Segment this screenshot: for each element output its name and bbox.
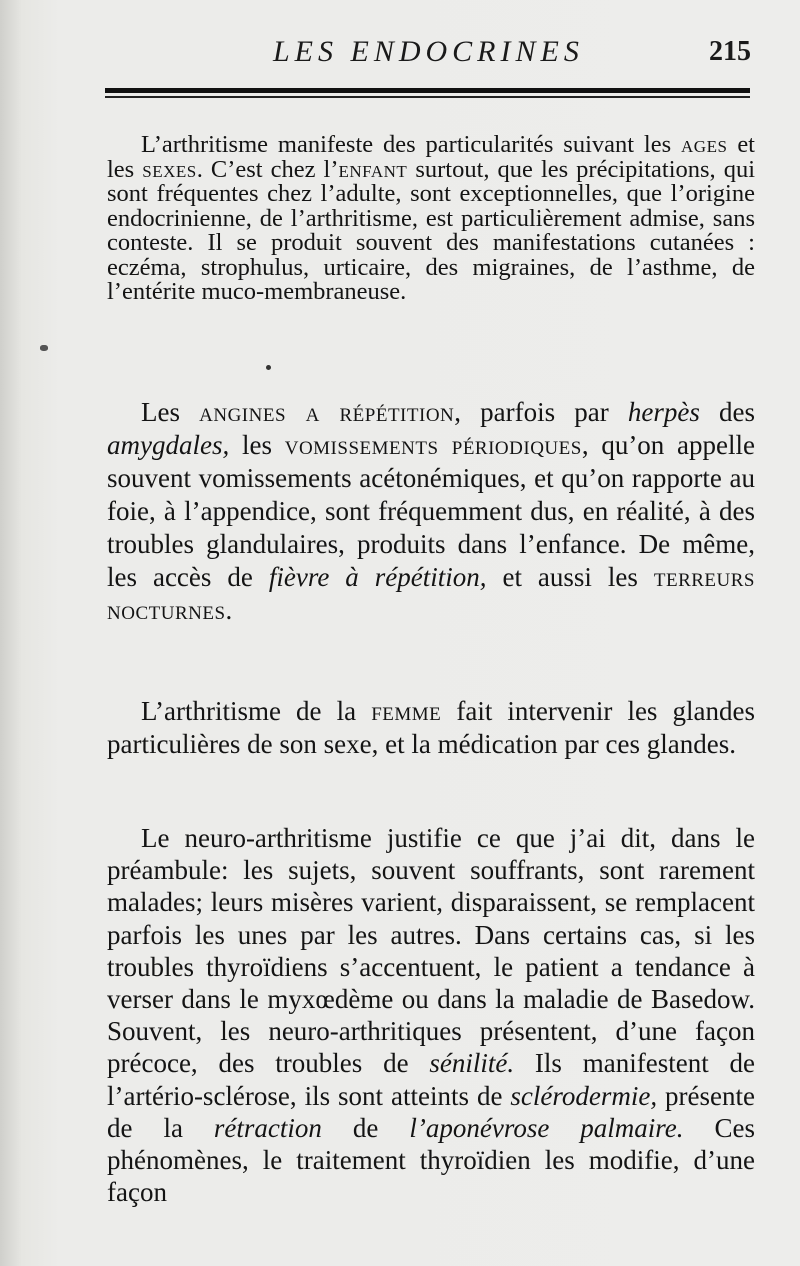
text-run: et aussi les	[486, 562, 654, 592]
text-run: surtout, que les précipitations, qui sont fréquentes chez l’adulte, sont exceptionnelles, que l’origine endocrinienne, de l’arthritisme, est particulièrement admise, sans conteste. Il se produit souvent des manifestations cutanées : eczéma, strophulus, urticaire, des migraines, de l’asthme, de l’entérite muco-membraneuse.	[107, 155, 755, 305]
text-run: .	[225, 595, 233, 625]
text-run: et les	[107, 131, 755, 183]
italic-term: fièvre à répétition,	[268, 562, 487, 592]
text-run: fait intervenir les glandes particulières de son sexe, et la médication par ces glandes.	[107, 696, 755, 759]
text-run: Les	[141, 397, 200, 427]
small-caps-term: vomissements périodiques	[284, 430, 582, 460]
running-head: LES ENDOCRINES	[273, 35, 584, 68]
small-caps-term: terreurs nocturnes	[107, 562, 755, 625]
paragraph-3	[107, 695, 755, 761]
margin-speck	[40, 345, 48, 351]
paragraph-1-text	[107, 133, 755, 305]
page-header	[105, 30, 755, 74]
section-dot	[266, 365, 271, 370]
text-run: présente de la	[107, 1080, 755, 1143]
italic-term: rétraction	[213, 1112, 322, 1143]
italic-term: sénilité.	[429, 1048, 515, 1079]
text-run: les	[229, 430, 285, 460]
italic-term: herpès	[627, 397, 700, 427]
text-run: de	[321, 1112, 410, 1143]
paragraph-2	[107, 396, 755, 627]
small-caps-term: femme	[371, 696, 442, 726]
paragraph-2-text	[107, 396, 755, 627]
paragraph-4	[107, 822, 755, 1208]
text-run: Ils manifestent de l’artério-sclérose, ils sont atteints de	[107, 1048, 755, 1111]
italic-term: sclérodermie,	[510, 1080, 658, 1111]
header-rule-thick	[105, 88, 750, 93]
text-run: Ces phénomènes, le traitement thyroïdien les modifie, d’une façon	[107, 1112, 756, 1208]
page-number: 215	[709, 36, 751, 67]
paragraph-3-text	[107, 695, 755, 761]
paragraph-4-text	[107, 822, 755, 1208]
text-run: Le neuro-arthritisme justifie ce que j’ai dit, dans le préambule: les sujets, souvent souffrants, sont rarement malades; leurs misères varient, disparaissent, se remplacent parfois les unes par les autres. Dans certains cas, si les troubles thyroïdiens s’accentuent, le patient a tendance à verser dans le myxœdème ou dans la maladie de Basedow. Souvent, les neuro-arthritiques présentent, d’une façon précoce, des troubles de	[107, 823, 755, 1079]
small-caps-term: angines a répétition	[199, 397, 455, 427]
small-caps-term: enfant	[338, 155, 408, 183]
text-run: des	[699, 397, 755, 427]
header-rule-thin	[105, 96, 750, 98]
text-run: L’arthritisme de la	[141, 696, 372, 726]
italic-term: amygdales,	[107, 430, 230, 460]
paragraph-1	[107, 133, 755, 305]
text-run: . C’est chez l’	[196, 155, 339, 183]
italic-term: l’aponévrose palmaire.	[409, 1112, 684, 1143]
small-caps-term: sexes	[142, 155, 197, 183]
small-caps-term: ages	[681, 131, 728, 158]
text-run: L’arthritisme manifeste des particularités suivant les	[141, 131, 682, 158]
text-run: , parfois par	[454, 397, 628, 427]
text-run: , qu’on appelle souvent vomissements acétonémiques, et qu’on rapporte au foie, à l’appendice, sont fréquemment dus, en réalité, à des troubles glandulaires, produits dans l’enfance. De même, les accès de	[107, 430, 756, 592]
